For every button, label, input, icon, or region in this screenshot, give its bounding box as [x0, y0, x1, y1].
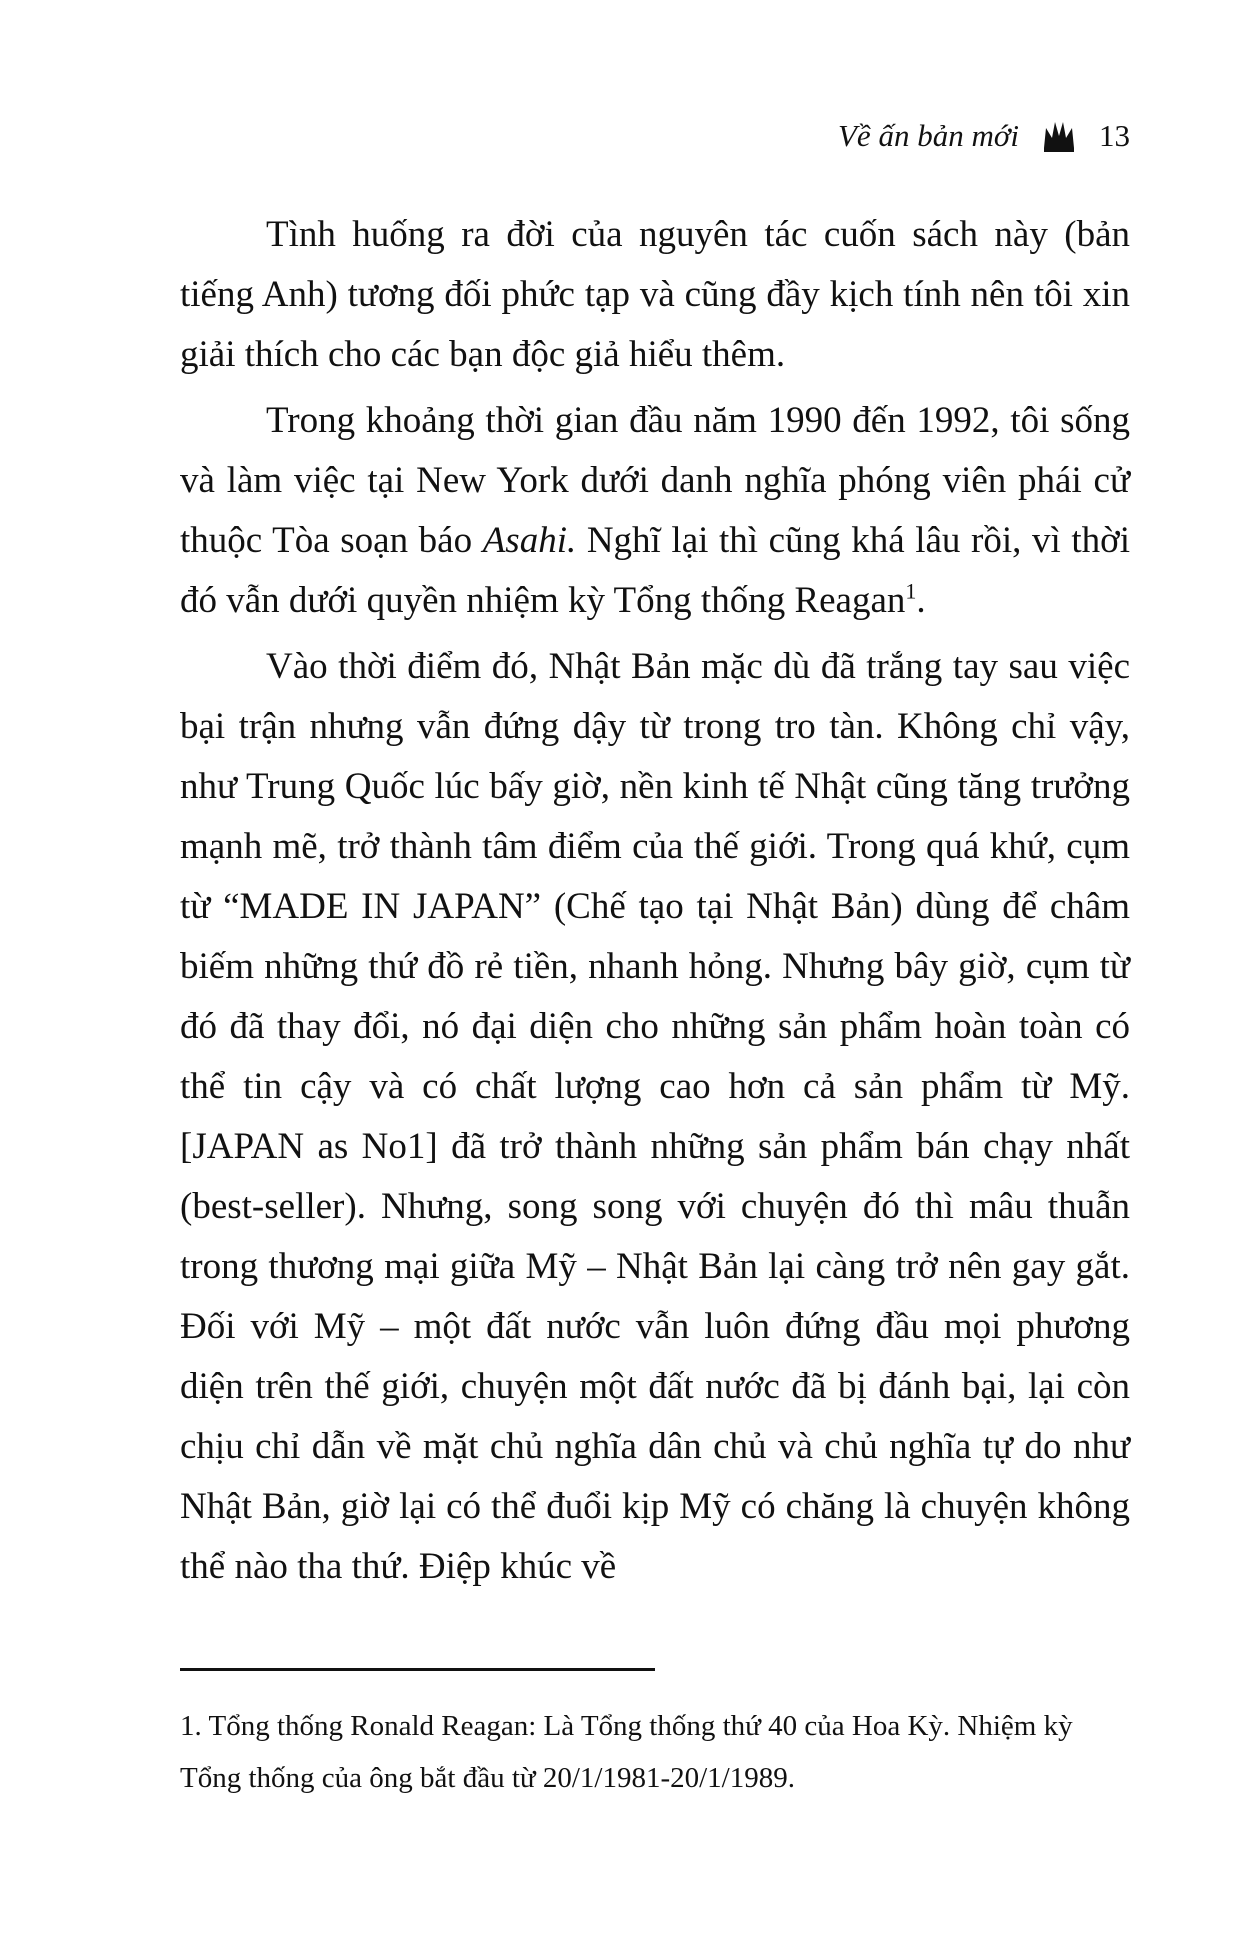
footnote: 1. Tổng thống Ronald Reagan: Là Tổng thống thứ 40 của Hoa Kỳ. Nhiệm kỳ Tổng thống của ông bắt đầu từ 20/1/1981-20/1/1989.: [180, 1710, 1073, 1794]
paragraph: [180, 391, 1130, 631]
paragraph-text: Nghĩ lại thì cũng khá lâu rồi, vì thời đó vẫn dưới quyền nhiệm kỳ Tổng thống Reagan: [180, 520, 1130, 621]
page-number: 13: [1099, 118, 1130, 153]
body-text: [180, 205, 1130, 1603]
paragraph: Vào thời điểm đó, Nhật Bản mặc dù đã trắng tay sau việc bại trận nhưng vẫn đứng dậy từ trong tro tàn. Không chỉ vậy, như Trung Quốc lúc bấy giờ, nền kinh tế Nhật cũng tăng trưởng mạnh mẽ, trở thành tâm điểm của thế giới. Trong quá khứ, cụm từ “MADE IN JAPAN” (Chế tạo tại Nhật Bản) dùng để châm biếm những thứ đồ rẻ tiền, nhanh hỏng. Nhưng bây giờ, cụm từ đó đã thay đổi, nó đại diện cho những sản phẩm hoàn toàn có thể tin cậy và có chất lượng cao hơn cả sản phẩm từ Mỹ. [JAPAN as No1] đã trở thành những sản phẩm bán chạy nhất (best-seller). Nhưng, song song với chuyện đó thì mâu thuẫn trong thương mại giữa Mỹ – Nhật Bản lại càng trở nên gay gắt. Đối với Mỹ – một đất nước vẫn luôn đứng đầu mọi phương diện trên thế giới, chuyện một đất nước đã bị đánh bại, lại còn chịu chỉ dẫn về mặt chủ nghĩa dân chủ và chủ nghĩa tự do như Nhật Bản, giờ lại có thể đuổi kịp Mỹ có chăng là chuyện không thể nào tha thứ. Điệp khúc về: [180, 646, 1130, 1587]
paragraph-end: .: [916, 580, 926, 621]
footnote-divider: [180, 1668, 655, 1671]
paragraph: Tình huống ra đời của nguyên tác cuốn sách này (bản tiếng Anh) tương đối phức tạp và cũng đầy kịch tính nên tôi xin giải thích cho các bạn độc giả hiểu thêm.: [180, 214, 1130, 375]
paragraph-text: Trong khoảng thời gian đầu năm 1990 đến 1992, tôi sống và làm việc tại New York dưới danh nghĩa phóng viên phái cử thuộc Tòa soạn báo: [180, 400, 1130, 561]
crown-icon: [1041, 118, 1077, 154]
running-head: [838, 118, 1130, 154]
running-title: Về ấn bản mới: [838, 118, 1019, 153]
newspaper-name: Asahi.: [482, 520, 577, 561]
footnote-marker: 1: [905, 578, 917, 604]
